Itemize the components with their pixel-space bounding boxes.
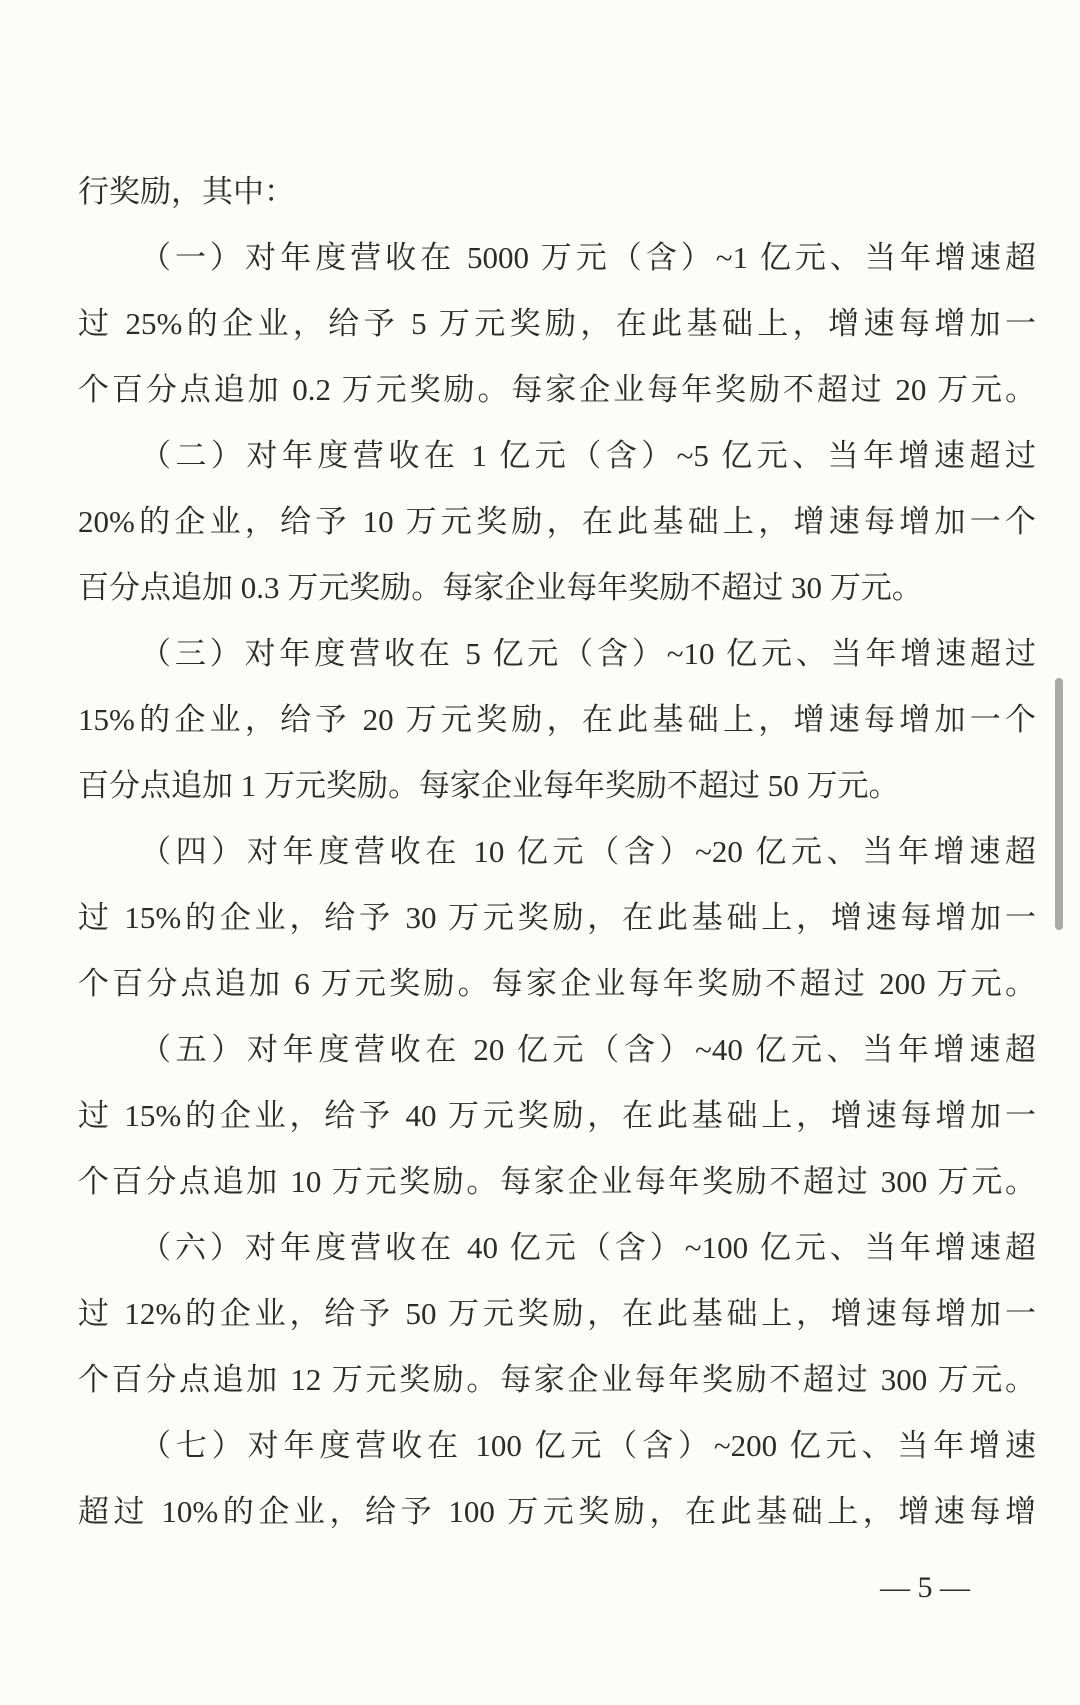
text-line: 个百分点追加 10 万元奖励。每家企业每年奖励不超过 300 万元。 (78, 1164, 1036, 1199)
text-line: 个百分点追加 12 万元奖励。每家企业每年奖励不超过 300 万元。 (78, 1362, 1036, 1397)
text-line: （四）对年度营收在 10 亿元（含）~20 亿元、当年增速超 (140, 834, 1036, 869)
clause-2 (78, 423, 1036, 621)
clause-4 (78, 819, 1036, 1017)
clause-7 (78, 1413, 1036, 1545)
text-line: （七）对年度营收在 100 亿元（含）~200 亿元、当年增速 (140, 1428, 1036, 1463)
text-line: 过 12%的企业，给予 50 万元奖励，在此基础上，增速每增加一 (78, 1296, 1036, 1331)
text-line: 百分点追加 1 万元奖励。每家企业每年奖励不超过 50 万元。 (78, 768, 900, 803)
document-body (78, 159, 1036, 1545)
clause-1 (78, 225, 1036, 423)
text-line: 过 15%的企业，给予 40 万元奖励，在此基础上，增速每增加一 (78, 1098, 1036, 1133)
text-line: 过 15%的企业，给予 30 万元奖励，在此基础上，增速每增加一 (78, 900, 1036, 935)
text-line: 20%的企业，给予 10 万元奖励，在此基础上，增速每增加一个 (78, 504, 1036, 539)
page-number: — 5 — (880, 1571, 970, 1604)
text-line: （五）对年度营收在 20 亿元（含）~40 亿元、当年增速超 (140, 1032, 1036, 1067)
text-line: （六）对年度营收在 40 亿元（含）~100 亿元、当年增速超 (140, 1230, 1036, 1265)
text-line: （二）对年度营收在 1 亿元（含）~5 亿元、当年增速超过 (140, 438, 1036, 473)
opening-line: 行奖励，其中： (78, 174, 295, 209)
text-line: 15%的企业，给予 20 万元奖励，在此基础上，增速每增加一个 (78, 702, 1036, 737)
text-line: 超过 10%的企业，给予 100 万元奖励，在此基础上，增速每增 (78, 1494, 1036, 1529)
scrollbar-thumb[interactable] (1055, 678, 1063, 930)
clause-5 (78, 1017, 1036, 1215)
text-line: （三）对年度营收在 5 亿元（含）~10 亿元、当年增速超过 (140, 636, 1036, 671)
text-line: 个百分点追加 6 万元奖励。每家企业每年奖励不超过 200 万元。 (78, 966, 1036, 1001)
text-line: 个百分点追加 0.2 万元奖励。每家企业每年奖励不超过 20 万元。 (78, 372, 1036, 407)
clause-6 (78, 1215, 1036, 1413)
clause-3 (78, 621, 1036, 819)
text-line: （一）对年度营收在 5000 万元（含）~1 亿元、当年增速超 (140, 240, 1036, 275)
text-line: 百分点追加 0.3 万元奖励。每家企业每年奖励不超过 30 万元。 (78, 570, 923, 605)
text-line: 过 25%的企业，给予 5 万元奖励，在此基础上，增速每增加一 (78, 306, 1036, 341)
